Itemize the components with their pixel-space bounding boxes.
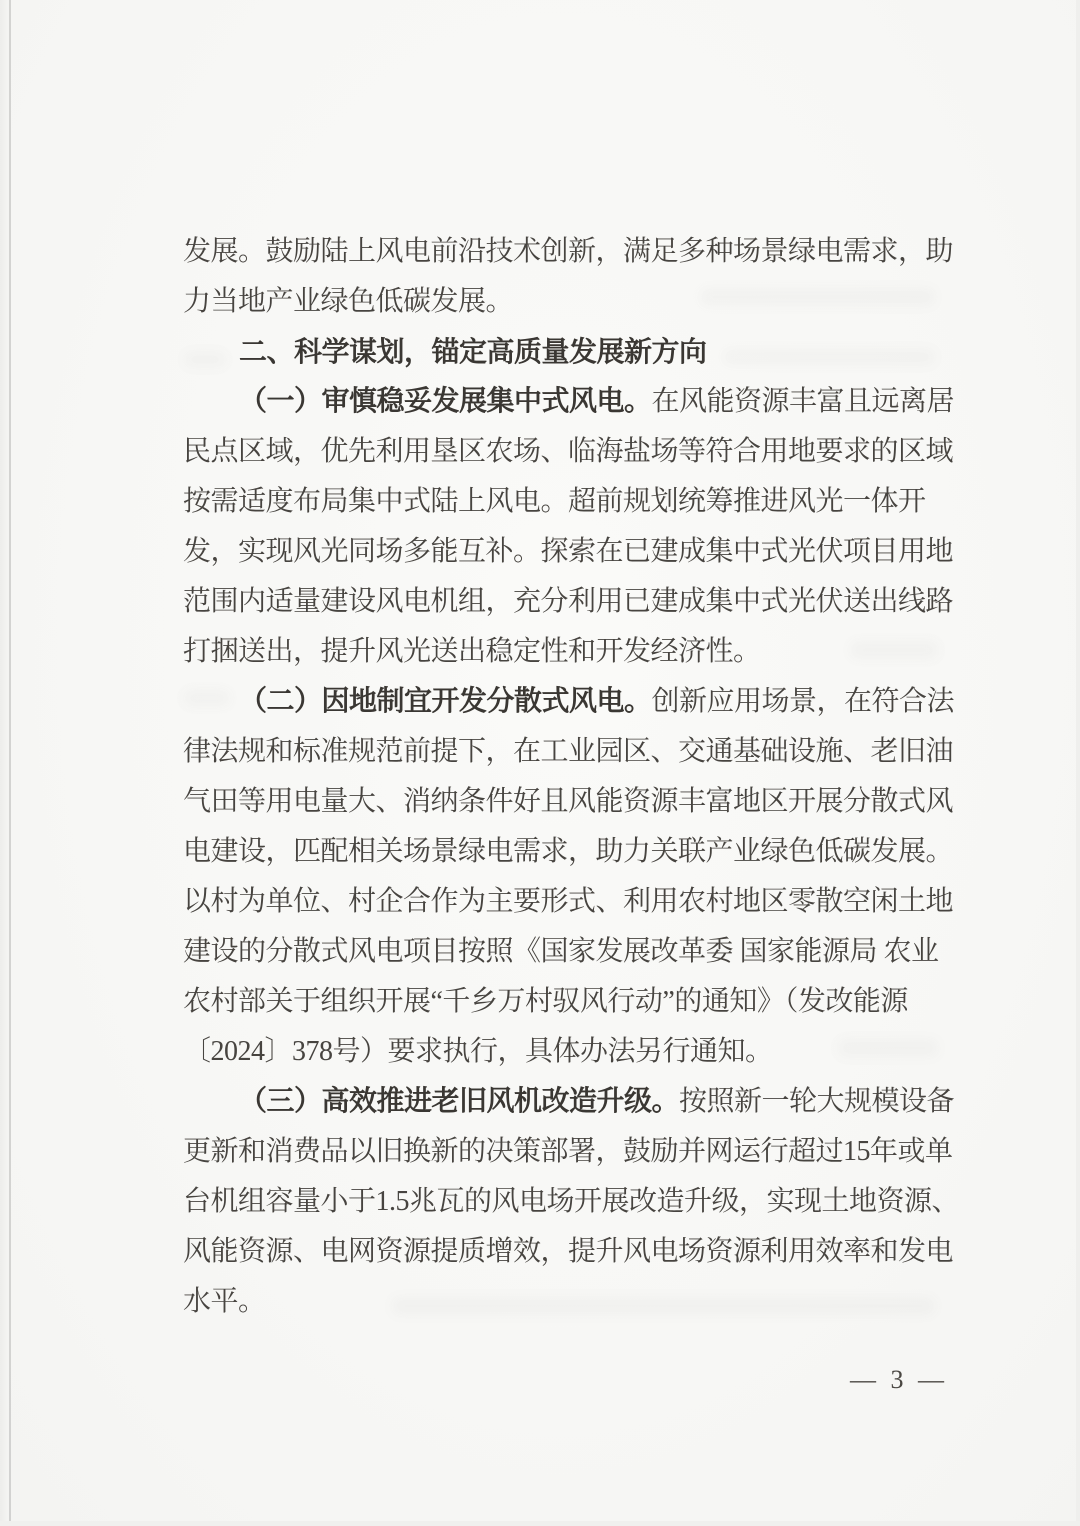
text-line-22 (183, 1277, 949, 1327)
scan-edge-right (1076, 0, 1080, 1526)
text-segment: 台机组容量小于1.5兆瓦的风电场开展改造升级，实现土地资源、 (183, 1186, 960, 1217)
text-segment: 打捆送出，提升风光送出稳定性和开发经济性。 (183, 636, 761, 667)
text-segment: 农村部关于组织开展“千乡万村驭风行动”的通知》（发改能源 (183, 986, 908, 1017)
text-segment: 力当地产业绿色低碳发展。 (183, 286, 514, 317)
scan-edge-bottom (0, 1521, 1080, 1526)
text-line-5 (183, 427, 954, 477)
text-segment: 风能资源、电网资源提质增效，提升风电场资源利用效率和发电 (183, 1236, 954, 1267)
scan-edge-left (0, 0, 9, 1526)
text-line-7 (183, 527, 954, 577)
text-segment: 创新应用场景，在符合法 (651, 686, 955, 717)
text-segment: 范围内适量建设风电机组，充分利用已建成集中式光伏送出线路 (183, 586, 954, 617)
bold-text-segment: （三）高效推进老旧风机改造升级。 (239, 1086, 680, 1117)
text-line-20 (183, 1177, 960, 1227)
text-segment: 建设的分散式风电项目按照《国家发展改革委 国家能源局 农业 (183, 936, 939, 967)
text-line-19 (183, 1127, 953, 1177)
text-segment: 按照新一轮大规模设备 (679, 1086, 955, 1117)
text-line-10 (183, 677, 955, 727)
text-line-21 (183, 1227, 954, 1277)
text-segment: 水平。 (183, 1286, 266, 1317)
bold-text-segment: 二、科学谋划，锚定高质量发展新方向 (239, 335, 707, 368)
bold-text-segment: （一）审慎稳妥发展集中式风电。 (239, 386, 652, 417)
bold-text-segment: （二）因地制宜开发分散式风电。 (239, 686, 652, 717)
text-line-16 (183, 977, 949, 1027)
text-segment: 以村为单位、村企合作为主要形式、利用农村地区零散空闲土地 (183, 886, 954, 917)
text-line-12 (183, 777, 954, 827)
text-segment: 电建设，匹配相关场景绿电需求，助力关联产业绿色低碳发展。 (183, 836, 954, 867)
page-number: — 3 — (850, 1365, 948, 1394)
text-segment: 发展。鼓励陆上风电前沿技术创新，满足多种场景绿电需求，助 (183, 236, 954, 267)
text-line-15 (183, 927, 949, 977)
text-segment: 气田等用电量大、消纳条件好且风能资源丰富地区开展分散式风 (183, 786, 954, 817)
scan-edge-left-line (9, 0, 11, 1526)
text-segment: 民点区域，优先利用垦区农场、临海盐场等符合用地要求的区域 (183, 436, 954, 467)
text-segment: 更新和消费品以旧换新的决策部署，鼓励并网运行超过15年或单 (183, 1136, 953, 1167)
text-segment: 在风能资源丰富且远离居 (651, 386, 955, 417)
text-line-9 (183, 627, 949, 677)
text-segment: 按需适度布局集中式陆上风电。超前规划统筹推进风光一体开 (183, 486, 926, 517)
document-body (183, 227, 960, 1327)
text-segment: 律法规和标准规范前提下，在工业园区、交通基础设施、老旧油 (183, 736, 954, 767)
text-line-13 (183, 827, 954, 877)
text-line-2 (183, 277, 949, 327)
text-segment: 〔2024〕378号）要求执行，具体办法另行通知。 (183, 1036, 773, 1067)
text-line-11 (183, 727, 954, 777)
text-line-6 (183, 477, 949, 527)
text-line-17 (183, 1027, 949, 1077)
text-line-8 (183, 577, 954, 627)
text-line-14 (183, 877, 954, 927)
text-line-4 (183, 377, 955, 427)
text-segment: 发，实现风光同场多能互补。探索在已建成集中式光伏项目用地 (183, 536, 954, 567)
text-line-18 (183, 1077, 955, 1127)
section-heading (183, 327, 949, 377)
text-line-1 (183, 227, 954, 277)
